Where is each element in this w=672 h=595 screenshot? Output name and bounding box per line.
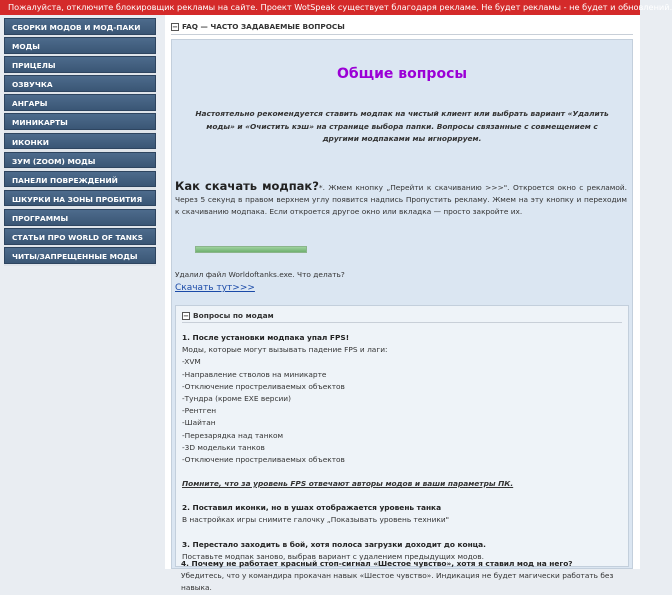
list-item: -Перезарядка над танком bbox=[182, 430, 284, 440]
sidebar-item-articles[interactable]: СТАТЬИ ПРО WORLD OF TANKS bbox=[4, 228, 156, 245]
qa-block-4 bbox=[181, 558, 621, 595]
mods-questions-title: Вопросы по модам bbox=[193, 311, 274, 320]
main-content bbox=[165, 15, 640, 593]
answer-4: Убедитесь, что у командира прокачан навык «Шестое чувство». Индикация не будет магически работать без навыка. bbox=[181, 571, 614, 593]
howto-text: *. Жмем кнопку „Перейти к скачиванию >>>". Откроется окно с рекламой. Через 5 секунд в правом верхнем углу появится надпись Пропустить рекламу. Жмем на эту кнопку и переходим к скачиванию модпака. Если откроется другое окно или вкладка — просто закройте их. bbox=[175, 183, 628, 216]
page-title: Общие вопросы bbox=[336, 66, 468, 82]
collapse-icon[interactable]: − bbox=[183, 312, 189, 320]
answer-3: Поставьте модпак заново, выбрав вариант с удалением предыдущих модов. bbox=[182, 552, 484, 562]
mods-questions-panel bbox=[175, 305, 629, 567]
sidebar-item-minimaps[interactable]: МИНИКАРТЫ bbox=[4, 113, 156, 130]
download-link[interactable]: Скачать тут>>> bbox=[175, 283, 255, 293]
question-1: 1. После установки модпака упал FPS! bbox=[182, 333, 350, 342]
qa-block-2 bbox=[182, 502, 622, 526]
faq-panel bbox=[171, 39, 633, 593]
sidebar-item-crosshairs[interactable]: ПРИЦЕЛЫ bbox=[4, 56, 156, 73]
question-4: 4. Почему не работает красный стоп-сигнал «Шестое чувство», хотя я ставил мод на него? bbox=[181, 559, 573, 568]
list-item: -Тундра (кроме EXE версии) bbox=[182, 394, 291, 404]
answer-2: В настройках игры снимите галочку „Показывать уровень техники" bbox=[182, 515, 450, 525]
list-item: -Направление стволов на миникарте bbox=[182, 369, 327, 379]
qa-block-1 bbox=[182, 332, 622, 466]
sidebar-item-modpacks[interactable]: СБОРКИ МОДОВ И МОД-ПАКИ bbox=[4, 18, 156, 35]
sidebar-item-icons[interactable]: ИКОНКИ bbox=[4, 133, 156, 150]
faq-section-header[interactable] bbox=[171, 19, 633, 35]
fps-note: Помните, что за уровень FPS отвечают авторы модов и ваши параметры ПК. bbox=[182, 479, 514, 488]
sidebar-item-hangars[interactable]: АНГАРЫ bbox=[4, 94, 156, 111]
sidebar-item-zoom-mods[interactable]: ЗУМ (ZOOM) МОДЫ bbox=[4, 152, 156, 169]
sidebar-item-cheats[interactable]: ЧИТЫ/ЗАПРЕЩЕННЫЕ МОДЫ bbox=[4, 247, 156, 264]
intro-text: Настоятельно рекомендуется ставить модпак на чистый клиент или выбрать вариант «Удалить моды» и «Очистить кэш» на странице выбора папки. Вопросы связанные с совмещением с другими модпаками мы игнорируем. bbox=[195, 109, 609, 143]
answer-1-intro: Моды, которые могут вызывать падение FPS и лаги: bbox=[182, 345, 388, 355]
howto-paragraph bbox=[175, 180, 627, 218]
howto-title: Как скачать модпак? bbox=[175, 179, 319, 193]
sidebar-item-damage-panels[interactable]: ПАНЕЛИ ПОВРЕЖДЕНИЙ bbox=[4, 171, 156, 188]
list-item: -3D модельки танков bbox=[182, 442, 265, 452]
list-item: -XVM bbox=[182, 357, 201, 367]
adblock-banner: Пожалуйста, отключите блокировщик рекламы на сайте. Проект WotSpeak существует благодаря рекламе. Не будет рекламы - не будет и обновлений. bbox=[0, 0, 640, 15]
list-item: -Отключение простреливаемых объектов bbox=[182, 455, 345, 465]
question-3: 3. Перестало заходить в бой, хотя полоса загрузки доходит до конца. bbox=[182, 540, 486, 549]
sidebar-nav bbox=[4, 18, 156, 266]
sidebar-item-programs[interactable]: ПРОГРАММЫ bbox=[4, 209, 156, 226]
sidebar-item-skins[interactable]: ШКУРКИ НА ЗОНЫ ПРОБИТИЯ bbox=[4, 190, 156, 207]
list-item: -Отключение простреливаемых объектов bbox=[182, 381, 345, 391]
download-progress-image bbox=[195, 246, 307, 253]
sidebar-item-mods[interactable]: МОДЫ bbox=[4, 37, 156, 54]
list-item: -Рентген bbox=[182, 406, 217, 416]
sidebar-item-voiceover[interactable]: ОЗВУЧКА bbox=[4, 75, 156, 92]
question-2: 2. Поставил иконки, но в ушах отображается уровень танка bbox=[182, 503, 442, 512]
collapse-icon[interactable]: − bbox=[172, 23, 178, 31]
list-item: -Шайтан bbox=[182, 418, 216, 428]
mods-questions-header[interactable] bbox=[182, 309, 622, 323]
deleted-file-question: Удалил файл Worldoftanks.exe. Что делать? bbox=[175, 270, 345, 279]
faq-section-title: FAQ — ЧАСТО ЗАДАВАЕМЫЕ ВОПРОСЫ bbox=[182, 22, 345, 31]
